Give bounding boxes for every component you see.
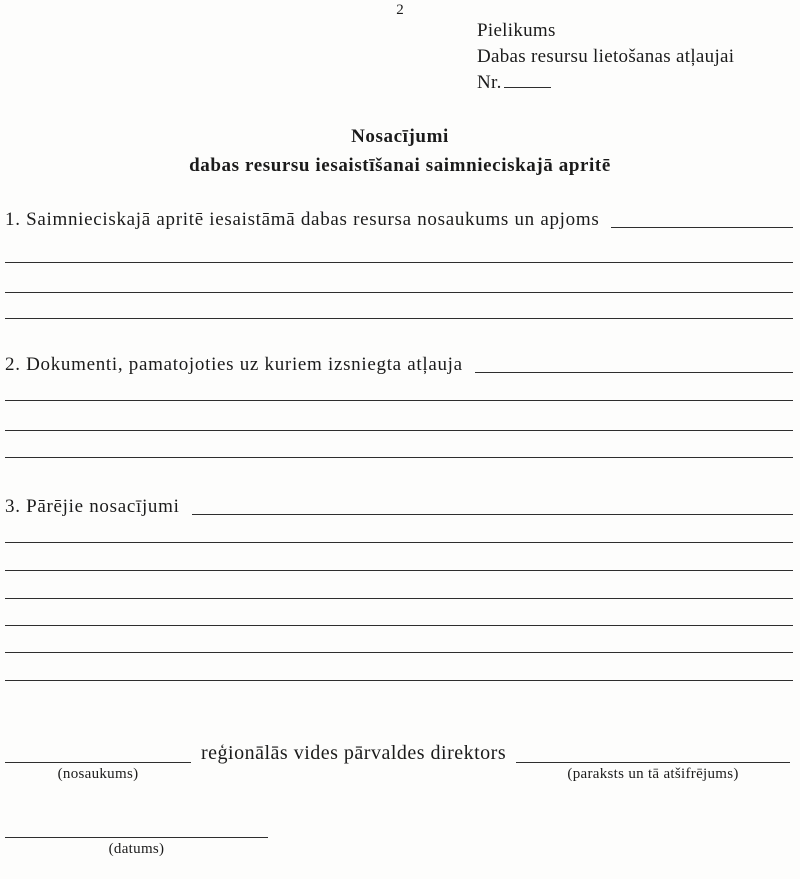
item-1-blank-line-row [5,318,793,319]
annex-header [477,18,734,96]
item-2-label: 2. Dokumenti, pamatojoties uz kuriem izsniegta atļauja [5,354,463,375]
annex-line-2: Dabas resursu lietošanas atļaujai [477,46,735,67]
item-2-blank-line-row [5,457,793,458]
date-field [5,826,268,858]
page-number: 2 [396,2,404,18]
item-3-blank-line-row [5,625,793,626]
item-1-blank-line [611,227,793,228]
signature-name-blank-line [5,744,191,763]
signature-name-caption: (nosaukums) [57,766,139,782]
item-1-label: 1. Saimnieciskajā apritē iesaistāmā dabas resursa nosaukums un apjoms [5,209,600,230]
item-2-blank-line [475,372,793,373]
item-2 [5,354,793,376]
form-subtitle: dabas resursu iesaistīšanai saimnieciskajā apritē [189,155,611,176]
date-blank-line [5,826,268,838]
signature-name-field [5,744,191,783]
annex-line-1: Pielikums [477,20,556,41]
date-caption: (datums) [108,841,165,857]
signature-sign-blank-line [516,744,790,763]
item-3-blank-line-row [5,598,793,599]
annex-nr-row [477,70,734,96]
annex-nr-blank-line [504,71,551,88]
item-3 [5,496,793,518]
item-3-blank-line-row [5,570,793,571]
annex-nr-label: Nr. [477,72,502,93]
signature-sign-caption: (paraksts un tā atšifrējums) [567,766,739,782]
signature-sign-field [516,744,790,783]
signature-section [5,744,790,783]
item-3-label: 3. Pārējie nosacījumi [5,496,180,517]
signature-director-text: reģionālās vides pārvaldes direktors [201,742,507,764]
form-title: Nosacījumi [351,126,449,147]
item-3-blank-line-row [5,680,793,681]
item-2-blank-line-row [5,430,793,431]
title-block [0,122,800,180]
item-2-blank-line-row [5,400,793,401]
item-1 [5,209,793,231]
item-1-blank-line-row [5,292,793,293]
item-3-blank-line-row [5,542,793,543]
item-3-blank-line-row [5,652,793,653]
item-3-blank-line [192,514,793,515]
item-1-blank-line-row [5,262,793,263]
